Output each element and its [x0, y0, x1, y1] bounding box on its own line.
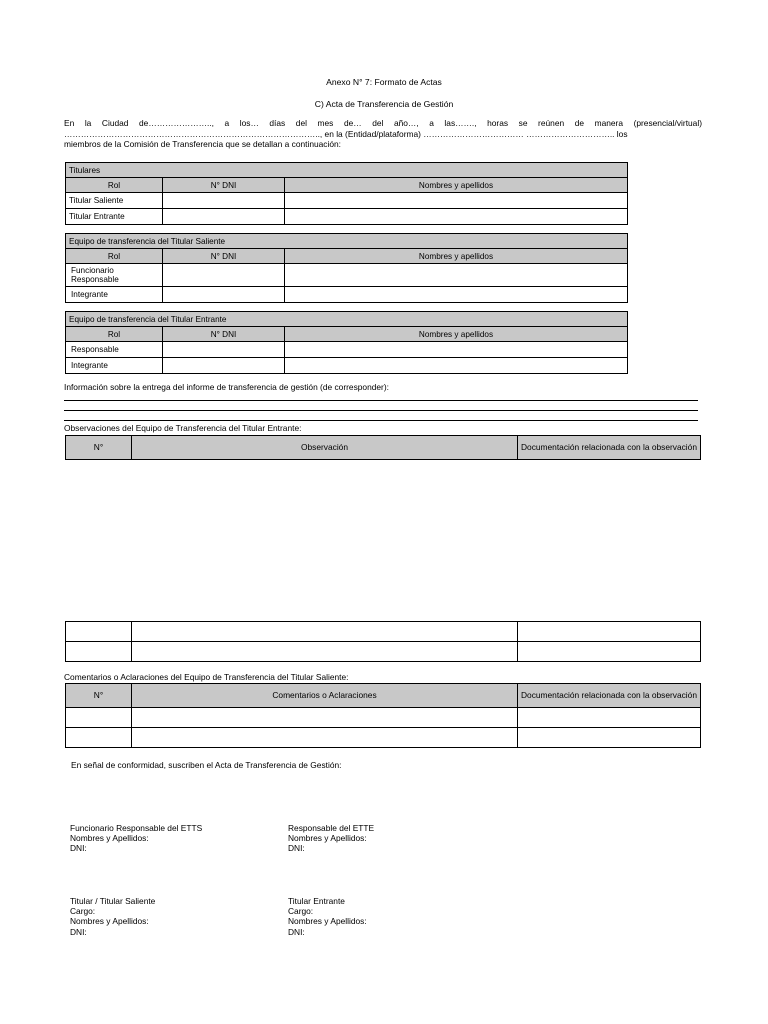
equipo-entrante-heading: Equipo de transferencia del Titular Entrante: [66, 312, 628, 327]
answer-line[interactable]: [64, 410, 698, 411]
nombres-cell[interactable]: [285, 209, 628, 225]
documentacion-cell[interactable]: [518, 642, 701, 662]
intro-line-2: miembros de la Comisión de Transferencia que se detallan a continuación:: [64, 139, 341, 150]
conformidad-text: En señal de conformidad, suscriben el Acta de Transferencia de Gestión:: [71, 760, 342, 770]
document-subtitle: C) Acta de Transferencia de Gestión: [314, 99, 454, 109]
titulares-heading: Titulares: [66, 163, 628, 178]
table-row: [66, 264, 628, 287]
firma-etts-nombres: Nombres y Apellidos:: [70, 833, 149, 844]
observacion-cell[interactable]: [132, 642, 518, 662]
role-cell: Responsable: [66, 342, 163, 358]
table-row: [66, 728, 701, 748]
answer-line[interactable]: [64, 420, 698, 421]
firma-saliente-cargo: Cargo:: [70, 906, 96, 917]
observaciones-rows-table: [65, 621, 701, 662]
col-nombres: Nombres y apellidos: [285, 327, 628, 342]
equipo-saliente-table: [65, 233, 628, 303]
table-row: [66, 287, 628, 303]
firma-saliente-dni: DNI:: [70, 926, 87, 937]
annex-title: Anexo N° 7: Formato de Actas: [326, 77, 442, 87]
col-documentacion: Documentación relacionada con la observación: [518, 436, 701, 460]
answer-line[interactable]: [64, 400, 698, 401]
col-rol: Rol: [66, 178, 163, 193]
col-rol: Rol: [66, 327, 163, 342]
titulares-table: [65, 162, 628, 225]
comentario-cell[interactable]: [132, 708, 518, 728]
table-row: [66, 708, 701, 728]
role-line-2: Responsable: [71, 275, 119, 284]
dni-cell[interactable]: [163, 342, 285, 358]
firma-entrante-dni: DNI:: [288, 926, 305, 937]
col-dni: N° DNI: [163, 178, 285, 193]
numero-cell[interactable]: [66, 622, 132, 642]
role-cell: Titular Entrante: [66, 209, 163, 225]
nombres-cell[interactable]: [285, 264, 628, 287]
table-row: [66, 342, 628, 358]
col-comentarios: Comentarios o Aclaraciones: [132, 684, 518, 708]
dni-cell[interactable]: [163, 264, 285, 287]
informe-label: Información sobre la entrega del informe de transferencia de gestión (de corresponder):: [64, 382, 389, 392]
table-row: [66, 642, 701, 662]
firma-entrante-block: [288, 896, 367, 937]
firma-ette-dni: DNI:: [288, 843, 305, 854]
comentario-cell[interactable]: [132, 728, 518, 748]
comentarios-label: Comentarios o Aclaraciones del Equipo de Transferencia del Titular Saliente:: [64, 672, 349, 682]
firma-entrante-cargo: Cargo:: [288, 906, 314, 917]
role-cell: Integrante: [66, 358, 163, 374]
firma-saliente-nombres: Nombres y Apellidos:: [70, 916, 149, 927]
numero-cell[interactable]: [66, 642, 132, 662]
firma-saliente-title: Titular / Titular Saliente: [70, 896, 156, 906]
observaciones-header-table: [65, 435, 701, 460]
firma-etts-dni: DNI:: [70, 843, 87, 854]
intro-paragraph: [64, 118, 702, 150]
col-dni: N° DNI: [163, 327, 285, 342]
col-numero: N°: [66, 684, 132, 708]
intro-line-1: En la Ciudad de………………….., a los… días del mes de… del año…, a las……., horas se reúnen de manera (presencial/virtual) ……………………………………………………………………………….., en la (Entidad/plataforma) ……………………………… ………………………….. los: [64, 118, 702, 139]
nombres-cell[interactable]: [285, 193, 628, 209]
numero-cell[interactable]: [66, 708, 132, 728]
firma-saliente-block: [70, 896, 155, 937]
nombres-cell[interactable]: [285, 342, 628, 358]
firma-entrante-nombres: Nombres y Apellidos:: [288, 916, 367, 927]
col-numero: N°: [66, 436, 132, 460]
col-documentacion: Documentación relacionada con la observación: [518, 684, 701, 708]
table-row: [66, 358, 628, 374]
role-cell: [66, 264, 163, 287]
col-observacion: Observación: [132, 436, 518, 460]
equipo-saliente-heading: Equipo de transferencia del Titular Saliente: [66, 234, 628, 249]
role-line-1: Funcionario: [71, 266, 114, 275]
observacion-cell[interactable]: [132, 622, 518, 642]
dni-cell[interactable]: [163, 193, 285, 209]
dni-cell[interactable]: [163, 287, 285, 303]
documentacion-cell[interactable]: [518, 728, 701, 748]
observaciones-label: Observaciones del Equipo de Transferencia del Titular Entrante:: [64, 423, 302, 433]
nombres-cell[interactable]: [285, 287, 628, 303]
table-row: [66, 193, 628, 209]
role-cell: Titular Saliente: [66, 193, 163, 209]
equipo-entrante-table: [65, 311, 628, 374]
table-row: [66, 209, 628, 225]
firma-entrante-title: Titular Entrante: [288, 896, 345, 906]
firma-ette-title: Responsable del ETTE: [288, 823, 375, 833]
firma-ette-nombres: Nombres y Apellidos:: [288, 833, 367, 844]
documentacion-cell[interactable]: [518, 622, 701, 642]
table-row: [66, 622, 701, 642]
dni-cell[interactable]: [163, 358, 285, 374]
col-nombres: Nombres y apellidos: [285, 249, 628, 264]
dni-cell[interactable]: [163, 209, 285, 225]
firma-etts-block: [70, 823, 202, 854]
col-nombres: Nombres y apellidos: [285, 178, 628, 193]
role-cell: Integrante: [66, 287, 163, 303]
numero-cell[interactable]: [66, 728, 132, 748]
firma-ette-block: [288, 823, 374, 854]
col-dni: N° DNI: [163, 249, 285, 264]
firma-etts-title: Funcionario Responsable del ETTS: [70, 823, 203, 833]
documentacion-cell[interactable]: [518, 708, 701, 728]
comentarios-table: [65, 683, 701, 748]
col-rol: Rol: [66, 249, 163, 264]
nombres-cell[interactable]: [285, 358, 628, 374]
